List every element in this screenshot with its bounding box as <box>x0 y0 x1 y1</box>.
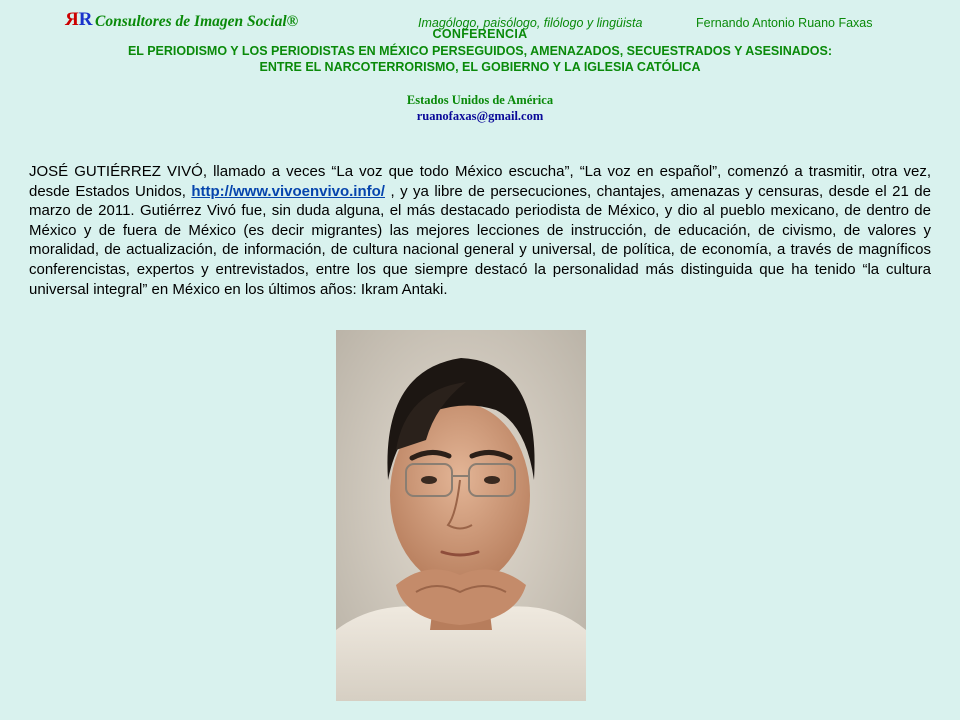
logo-letter-blue: R <box>78 9 93 30</box>
portrait-photo <box>336 330 586 701</box>
article-paragraph <box>29 162 931 299</box>
vivoenvivo-link[interactable]: http://www.vivoenvivo.info/ <box>191 182 385 200</box>
portrait-image <box>336 330 586 701</box>
author-name: Fernando Antonio Ruano Faxas <box>696 16 873 30</box>
conference-label: CONFERENCIA <box>432 27 528 41</box>
email-address[interactable]: ruanofaxas@gmail.com <box>416 109 544 123</box>
conference-title-line1: EL PERIODISMO Y LOS PERIODISTAS EN MÉXICO PERSEGUIDOS, AMENAZADOS, SECUESTRADOS Y ASESINADOS: <box>127 44 833 58</box>
logo-letter-red: R <box>65 9 79 30</box>
conference-title-line2: ENTRE EL NARCOTERRORISMO, EL GOBIERNO Y LA IGLESIA CATÓLICA <box>259 60 701 74</box>
article-text-rest: , y ya libre de persecuciones, chantajes, amenazas y censuras, desde el 21 de marzo de 2011. Gutiérrez Vivó fue, sin duda alguna, el más destacado periodista de México, y dio al pueblo mexicano, de dentro de México y de fuera de México (es decir migrantes) las mejores lecciones de instrucción, de educación, de civismo, de valores y moralidad, de actualización, de información, de cultura nacional general y universal, de política, de economía, a través de magníficos conferencistas, expertos y entrevistados, entre los que siempre destacó la personalidad más distinguida que ha tenido “la cultura universal integral” en México en los últimos años: Ikram Antaki. <box>29 182 931 298</box>
author-roles: Imagólogo, paisólogo, filólogo y lingüista <box>418 16 643 30</box>
article-text-start: JOSÉ GUTIÉRREZ VIVÓ, llamado a veces “La voz que todo México escucha”, “La voz en español”, comenzó a trasmitir, otra vez, desde Estados Unidos, <box>29 163 931 200</box>
country: Estados Unidos de América <box>406 93 554 107</box>
brand-name: Consultores de Imagen Social® <box>95 13 299 30</box>
